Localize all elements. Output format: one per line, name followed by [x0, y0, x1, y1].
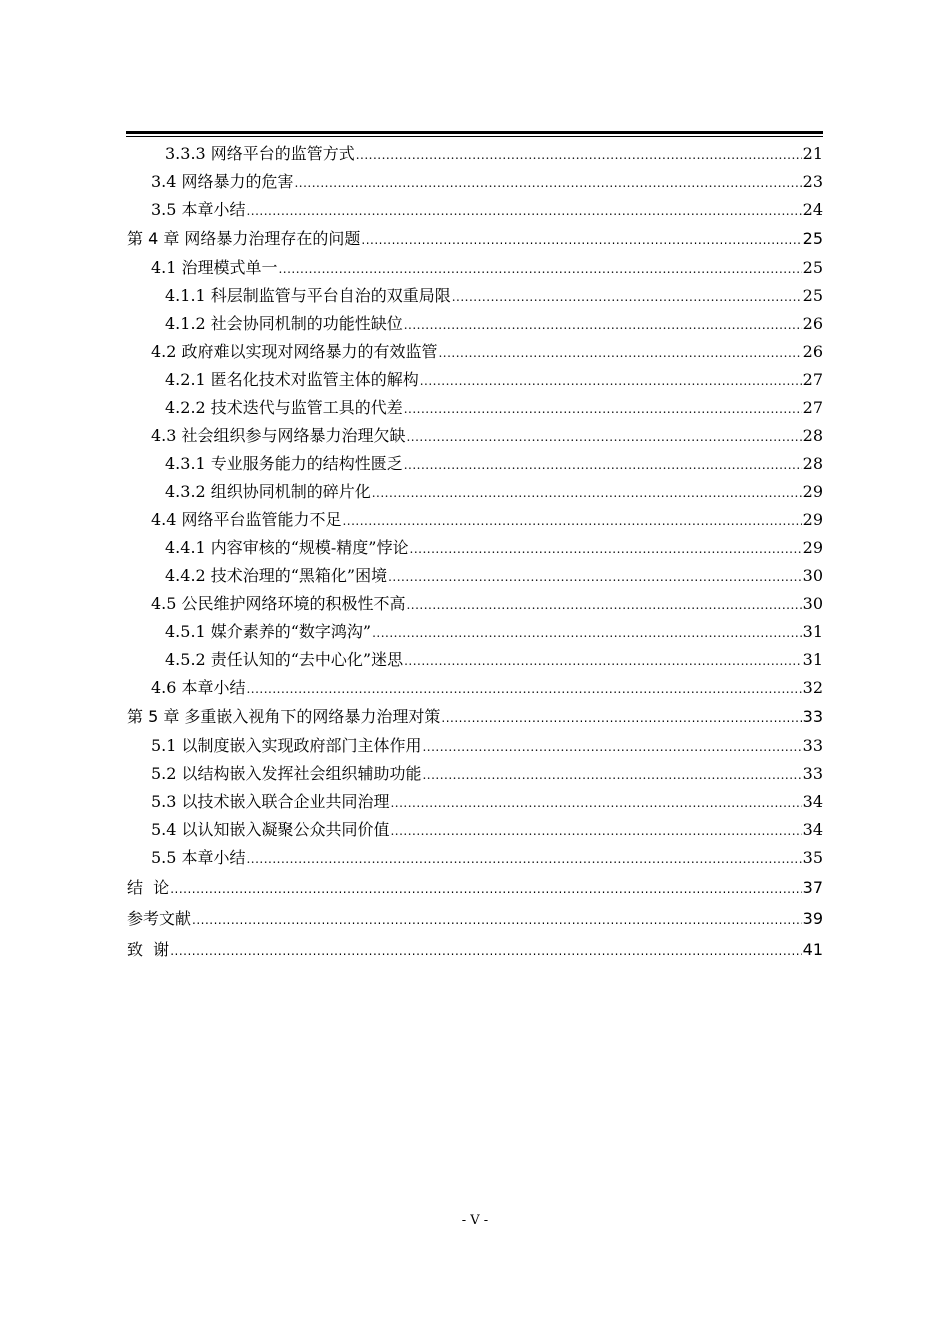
toc-entry-number: 5.1 [151, 736, 177, 755]
toc-entry-number: 3.5 [151, 200, 177, 219]
toc-entry[interactable] [127, 760, 823, 788]
toc-entry-number: 4.2.1 [165, 370, 206, 389]
toc-entry[interactable] [127, 844, 823, 872]
toc-entry-title: 本章小结 [181, 678, 246, 697]
dot-leader [452, 283, 802, 311]
toc-entry[interactable] [127, 394, 823, 422]
toc-entry-page: 33 [802, 764, 823, 783]
dot-leader [404, 647, 802, 675]
toc-entry-page: 30 [802, 594, 823, 613]
toc-entry[interactable] [127, 422, 823, 450]
toc-entry[interactable] [127, 788, 823, 816]
toc-entry-page: 31 [802, 650, 823, 669]
toc-acknowledgements-entry[interactable] [127, 934, 823, 965]
dot-leader [342, 507, 801, 535]
toc-entry-title: 匿名化技术对监管主体的解构 [210, 370, 419, 389]
dot-leader [390, 817, 801, 845]
toc-entry-title: 本章小结 [181, 848, 246, 867]
toc-entry-title: 内容审核的“规模-精度”悖论 [210, 538, 409, 557]
toc-conclusion-entry[interactable] [127, 872, 823, 903]
toc-entry-page: 31 [802, 622, 823, 641]
toc-entry-number: 4.1.2 [165, 314, 206, 333]
toc-entry-page: 41 [802, 940, 823, 959]
dot-leader [422, 733, 801, 761]
toc-entry-number: 4.5.1 [165, 622, 206, 641]
toc-entry-title: 政府难以实现对网络暴力的有效监管 [181, 342, 438, 361]
toc-entry[interactable] [127, 310, 823, 338]
toc-entry-number: 4.4 [151, 510, 177, 529]
toc-references-entry[interactable] [127, 903, 823, 934]
toc-entry-title: 社会协同机制的功能性缺位 [210, 314, 403, 333]
toc-entry-page: 29 [802, 510, 823, 529]
dot-leader [170, 936, 801, 967]
toc-entry[interactable] [127, 562, 823, 590]
toc-entry-page: 21 [802, 144, 823, 163]
toc-entry-page: 25 [802, 258, 823, 277]
toc-entry-title: 本章小结 [181, 200, 246, 219]
toc-entry-number: 4.3.2 [165, 482, 206, 501]
toc-entry[interactable] [127, 450, 823, 478]
toc-entry-page: 30 [802, 566, 823, 585]
dot-leader [246, 675, 801, 703]
toc-entry-title: 致 谢 [127, 940, 170, 959]
toc-entry[interactable] [127, 254, 823, 282]
toc-entry-page: 25 [802, 286, 823, 305]
toc-entry-title: 技术迭代与监管工具的代差 [210, 398, 403, 417]
toc-entry-title: 专业服务能力的结构性匮乏 [210, 454, 403, 473]
toc-entry[interactable] [127, 196, 823, 224]
toc-entry-number: 4.3.1 [165, 454, 206, 473]
dot-leader [441, 703, 801, 733]
toc-entry[interactable] [127, 646, 823, 674]
toc-entry-title: 社会组织参与网络暴力治理欠缺 [181, 426, 406, 445]
dot-leader [410, 535, 802, 563]
toc-entry[interactable] [127, 590, 823, 618]
dot-leader [404, 311, 802, 339]
dot-leader [404, 395, 802, 423]
dot-leader [294, 169, 801, 197]
toc-entry[interactable] [127, 338, 823, 366]
dot-leader [438, 339, 801, 367]
toc-entry-number: 4.5 [151, 594, 177, 613]
toc-entry-page: 28 [802, 426, 823, 445]
toc-entry-number: 5.4 [151, 820, 177, 839]
toc-entry-number: 3.3.3 [165, 144, 206, 163]
dot-leader [406, 423, 801, 451]
toc-entry-number: 第 5 章 [127, 707, 180, 726]
dot-leader [404, 451, 802, 479]
toc-entry[interactable] [127, 534, 823, 562]
toc-entry[interactable] [127, 732, 823, 760]
toc-entry-title: 组织协同机制的碎片化 [210, 482, 371, 501]
toc-entry-title: 网络暴力的危害 [181, 172, 294, 191]
toc-entry-page: 26 [802, 314, 823, 333]
toc-entry-number: 4.6 [151, 678, 177, 697]
toc-entry[interactable] [127, 674, 823, 702]
header-rule-thin [126, 136, 823, 137]
toc-chapter-entry[interactable] [127, 702, 823, 732]
toc-entry-number: 4.1 [151, 258, 177, 277]
dot-leader [372, 479, 802, 507]
dot-leader [246, 197, 801, 225]
toc-entry-page: 33 [802, 736, 823, 755]
toc-entry-title: 科层制监管与平台自治的双重局限 [210, 286, 451, 305]
dot-leader [422, 761, 801, 789]
toc-entry-number: 4.2 [151, 342, 177, 361]
toc-entry[interactable] [127, 506, 823, 534]
toc-entry-number: 5.5 [151, 848, 177, 867]
dot-leader [356, 141, 802, 169]
dot-leader [390, 789, 801, 817]
table-of-contents [127, 140, 823, 965]
dot-leader [278, 255, 801, 283]
toc-entry-title: 公民维护网络环境的积极性不高 [181, 594, 406, 613]
toc-entry-title: 以制度嵌入实现政府部门主体作用 [181, 736, 422, 755]
toc-entry-page: 39 [802, 909, 823, 928]
toc-entry-number: 5.3 [151, 792, 177, 811]
toc-entry-title: 责任认知的“去中心化”迷思 [210, 650, 404, 669]
dot-leader [420, 367, 802, 395]
toc-entry-title: 治理模式单一 [181, 258, 278, 277]
toc-entry[interactable] [127, 140, 823, 168]
toc-entry-number: 4.4.1 [165, 538, 206, 557]
dot-leader [192, 905, 802, 936]
toc-entry-page: 24 [802, 200, 823, 219]
dot-leader [406, 591, 801, 619]
toc-entry-number: 4.4.2 [165, 566, 206, 585]
toc-entry-number: 4.5.2 [165, 650, 206, 669]
toc-entry-page: 34 [802, 820, 823, 839]
toc-entry-number: 4.3 [151, 426, 177, 445]
toc-entry-number: 4.1.1 [165, 286, 206, 305]
toc-entry-title: 结 论 [127, 878, 170, 897]
toc-entry-title: 多重嵌入视角下的网络暴力治理对策 [184, 707, 441, 726]
toc-entry-number: 4.2.2 [165, 398, 206, 417]
toc-entry[interactable] [127, 478, 823, 506]
toc-entry-title: 以技术嵌入联合企业共同治理 [181, 792, 390, 811]
toc-entry-page: 23 [802, 172, 823, 191]
toc-entry-page: 33 [802, 707, 823, 726]
toc-entry-page: 27 [802, 370, 823, 389]
toc-entry-title: 网络平台的监管方式 [210, 144, 355, 163]
toc-entry-number: 5.2 [151, 764, 177, 783]
dot-leader [246, 845, 801, 873]
toc-entry-page: 32 [802, 678, 823, 697]
header-rule-thick [126, 131, 823, 134]
toc-entry-page: 27 [802, 398, 823, 417]
toc-entry-page: 34 [802, 792, 823, 811]
toc-entry[interactable] [127, 618, 823, 646]
dot-leader [372, 619, 802, 647]
toc-entry-title: 参考文献 [127, 909, 192, 928]
toc-entry-number: 3.4 [151, 172, 177, 191]
toc-entry-title: 网络暴力治理存在的问题 [184, 229, 361, 248]
toc-entry-title: 媒介素养的“数字鸿沟” [210, 622, 372, 641]
page-number-footer: - V - [461, 1213, 489, 1228]
toc-entry-page: 25 [802, 229, 823, 248]
toc-entry[interactable] [127, 282, 823, 310]
toc-entry-page: 28 [802, 454, 823, 473]
toc-entry-page: 35 [802, 848, 823, 867]
toc-chapter-entry[interactable] [127, 224, 823, 254]
toc-entry-number: 第 4 章 [127, 229, 180, 248]
toc-entry-page: 29 [802, 482, 823, 501]
toc-entry-title: 以认知嵌入凝聚公众共同价值 [181, 820, 390, 839]
toc-entry-page: 37 [802, 878, 823, 897]
toc-entry[interactable] [127, 168, 823, 196]
dot-leader [170, 874, 801, 905]
dot-leader [361, 225, 801, 255]
toc-entry-page: 29 [802, 538, 823, 557]
toc-entry-page: 26 [802, 342, 823, 361]
toc-entry[interactable] [127, 816, 823, 844]
toc-entry[interactable] [127, 366, 823, 394]
toc-entry-title: 技术治理的“黑箱化”困境 [210, 566, 388, 585]
toc-entry-title: 网络平台监管能力不足 [181, 510, 342, 529]
dot-leader [388, 563, 802, 591]
toc-entry-title: 以结构嵌入发挥社会组织辅助功能 [181, 764, 422, 783]
